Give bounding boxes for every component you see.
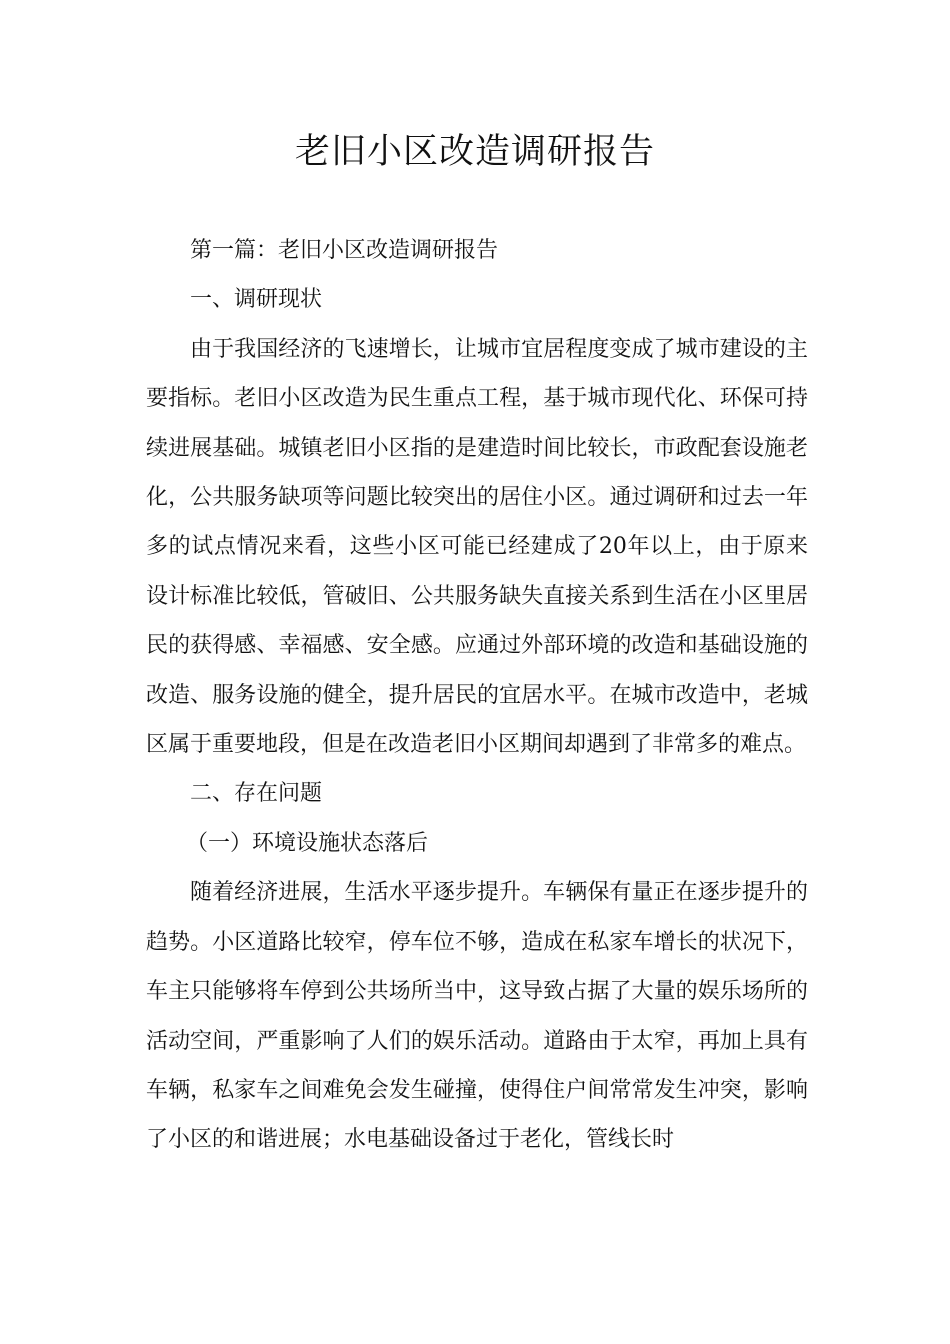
document-body <box>146 226 808 1165</box>
paragraph-status: 由于我国经济的飞速增长，让城市宜居程度变成了城市建设的主要指标。老旧小区改造为民生重点工程，基于城市现代化、环保可持续进展基础。城镇老旧小区指的是建造时间比较长，市政配套设施老化，公共服务缺项等问题比较突出的居住小区。通过调研和过去一年多的试点情况来看，这些小区可能已经建成了20年以上，由于原来设计标准比较低，管破旧、公共服务缺失直接关系到生活在小区里居民的获得感、幸福感、安全感。应通过外部环境的改造和基础设施的改造、服务设施的健全，提升居民的宜居水平。在城市改造中，老城区属于重要地段，但是在改造老旧小区期间却遇到了非常多的难点。 <box>146 336 808 758</box>
section-heading-status: 一、调研现状 <box>190 287 323 313</box>
chapter-heading: 第一篇：老旧小区改造调研报告 <box>190 238 499 263</box>
section-heading-problems: 二、存在问题 <box>190 781 323 807</box>
document-title: 老旧小区改造调研报告 <box>294 132 655 172</box>
paragraph-environment: 随着经济进展，生活水平逐步提升。车辆保有量正在逐步提升的趋势。小区道路比较窄，停车位不够，造成在私家车增长的状况下，车主只能够将车停到公共场所当中，这导致占据了大量的娱乐场所的活动空间，严重影响了人们的娱乐活动。道路由于太窄，再加上具有车辆，私家车之间难免会发生碰撞，使得住户间常常发生冲突，影响了小区的和谐进展；水电基础设备过于老化，管线长时 <box>146 880 808 1153</box>
subsection-heading-environment: （一）环境设施状态落后 <box>186 830 429 856</box>
